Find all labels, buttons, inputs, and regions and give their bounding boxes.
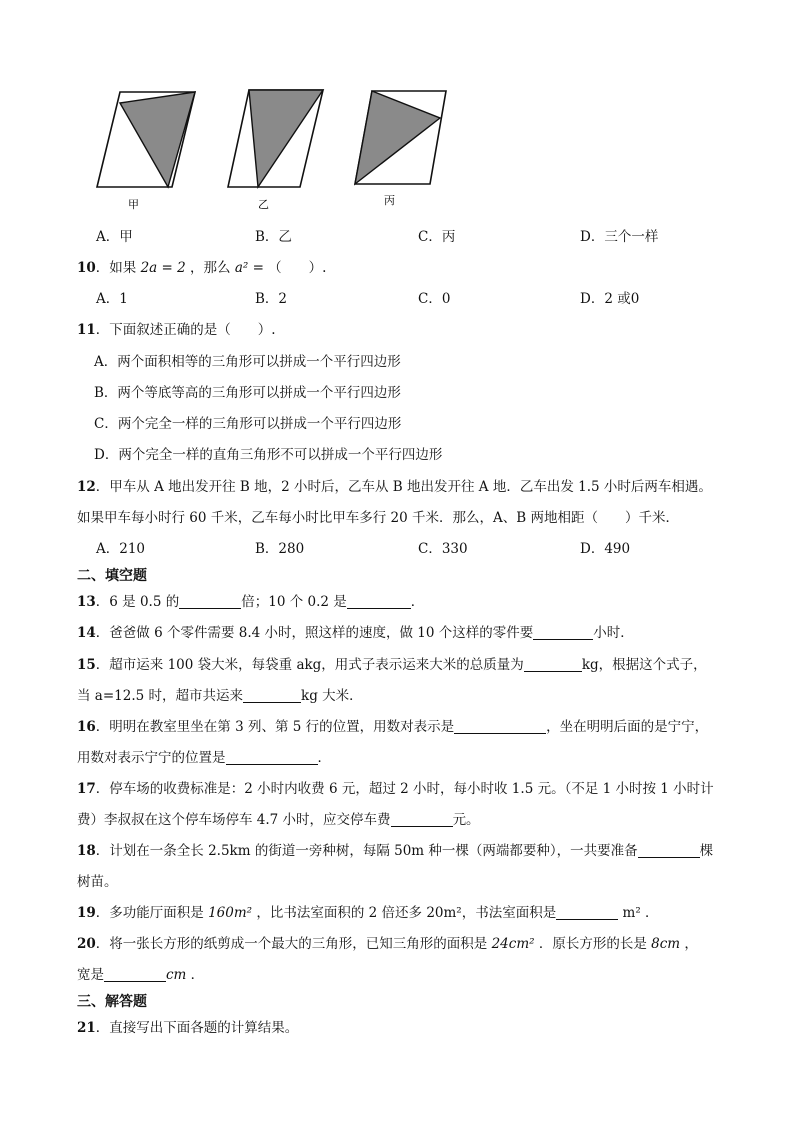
q11-number: 11 <box>77 322 96 338</box>
q15-question-line2: 当 a=12.5 时，超市共运来 kg 大米． <box>77 688 363 704</box>
q14-blank[interactable] <box>533 625 593 640</box>
q18-question-line2: 树苗。 <box>77 874 118 890</box>
q10-option-c[interactable]: C．0 <box>418 291 451 307</box>
q11-option-c[interactable]: C．两个完全一样的三角形可以拼成一个平行四边形 <box>94 416 402 432</box>
q16-question-line1: 16．明明在教室里坐在第 3 列、第 5 行的位置，用数对表示是 ，坐在明明后面的是宁宁， <box>77 719 709 735</box>
q12-option-a[interactable]: A．210 <box>96 541 146 557</box>
q13-question: 13．6 是 0.5 的 倍；10 个 0.2 是 ． <box>77 594 425 610</box>
q18-blank[interactable] <box>638 843 700 858</box>
q16-blank-2[interactable] <box>226 750 318 765</box>
q20-math-1: 24cm² <box>491 936 535 952</box>
figure-label-yi: 乙 <box>258 198 269 211</box>
q19-math: 160m² <box>208 905 253 921</box>
q21-number: 21 <box>77 1020 96 1036</box>
q10-option-a[interactable]: A．1 <box>96 291 128 307</box>
q12-number: 12 <box>77 479 96 495</box>
q10-math-1: 2a = 2 <box>140 260 186 276</box>
q19-number: 19 <box>77 905 96 921</box>
figure-label-bing: 丙 <box>384 194 395 207</box>
q12-option-d[interactable]: D．490 <box>580 541 631 557</box>
q20-math-3: cm <box>166 967 187 983</box>
section-heading-solve: 三、解答题 <box>77 994 147 1010</box>
q13-blank-1[interactable] <box>179 594 241 609</box>
q15-blank-1[interactable] <box>524 657 582 672</box>
q20-number: 20 <box>77 936 96 952</box>
q15-blank-2[interactable] <box>243 688 301 703</box>
q11-option-b[interactable]: B．两个等底等高的三角形可以拼成一个平行四边形 <box>94 385 401 401</box>
q20-question-line1: 20．将一张长方形的纸剪成一个最大的三角形，已知三角形的面积是 24cm² ．原长方形的长是 8cm ， <box>77 936 698 952</box>
q16-question-line2: 用数对表示宁宁的位置是 ． <box>77 750 331 766</box>
q10-option-d[interactable]: D．2 或0 <box>580 291 640 307</box>
q20-blank[interactable] <box>104 967 166 982</box>
q10-math-2: a² = <box>234 260 264 276</box>
section-heading-fill-in: 二、填空题 <box>77 568 147 584</box>
q12-option-c[interactable]: C．330 <box>418 541 468 557</box>
q18-question-line1: 18．计划在一条全长 2.5km 的街道一旁种树，每隔 50m 种一棵（两端都要种），一共要准备 棵 <box>77 843 714 859</box>
q20-math-2: 8cm <box>651 936 681 952</box>
q17-question-line1: 17．停车场的收费标准是：2 小时内收费 6 元，超过 2 小时，每小时收 1.5 元。（不足 1 小时按 1 小时计 <box>77 781 714 797</box>
figure-label-jia: 甲 <box>128 198 139 211</box>
q11-question: 11．下面叙述正确的是（ ）. <box>77 322 276 338</box>
q13-number: 13 <box>77 594 96 610</box>
q15-question-line1: 15．超市运来 100 袋大米，每袋重 akg，用式子表示运来大米的总质量为 kg，根据这个式子， <box>77 657 707 673</box>
q11-option-a[interactable]: A．两个面积相等的三角形可以拼成一个平行四边形 <box>94 354 401 370</box>
figure-bing <box>355 91 446 207</box>
q13-blank-2[interactable] <box>347 594 411 609</box>
q17-number: 17 <box>77 781 96 797</box>
q10-number: 10 <box>77 260 96 276</box>
q15-number: 15 <box>77 657 96 673</box>
q16-blank-1[interactable] <box>454 719 546 734</box>
q18-number: 18 <box>77 843 96 859</box>
q21-question: 21．直接写出下面各题的计算结果。 <box>77 1020 299 1036</box>
q12-option-b[interactable]: B．280 <box>255 541 305 557</box>
q17-blank[interactable] <box>391 812 453 827</box>
q9-option-a[interactable]: A．甲 <box>96 229 133 245</box>
q19-blank[interactable] <box>556 905 618 920</box>
q12-question-line2: 如果甲车每小时行 60 千米，乙车每小时比甲车多行 20 千米．那么，A、B 两地相距（ ）千米． <box>77 510 679 526</box>
q9-option-b[interactable]: B．乙 <box>255 229 292 245</box>
q19-question: 19．多功能厅面积是 160m² ，比书法室面积的 2 倍还多 20m²，书法室面积是 m² ． <box>77 905 659 921</box>
q14-number: 14 <box>77 625 96 641</box>
figure-yi <box>228 90 323 211</box>
q9-option-c[interactable]: C．丙 <box>418 229 456 245</box>
q17-question-line2: 费）李叔叔在这个停车场停车 4.7 小时，应交停车费 元。 <box>77 812 480 828</box>
q12-question-line1: 12．甲车从 A 地出发开往 B 地，2 小时后，乙车从 B 地出发开往 A 地．乙车出发 1.5 小时后两车相遇。 <box>77 479 712 495</box>
q10-question: 10．如果 2a = 2 ，那么 a² = （ ）. <box>77 260 327 276</box>
q11-option-d[interactable]: D．两个完全一样的直角三角形不可以拼成一个平行四边形 <box>94 447 443 463</box>
figure-jia <box>97 92 195 211</box>
q20-question-line2: 宽是 cm ． <box>77 967 205 983</box>
q14-question: 14．爸爸做 6 个零件需要 8.4 小时，照这样的速度，做 10 个这样的零件要 小时． <box>77 625 634 641</box>
parallelogram-figures <box>0 0 794 220</box>
q16-number: 16 <box>77 719 96 735</box>
q10-option-b[interactable]: B．2 <box>255 291 288 307</box>
q9-option-d[interactable]: D．三个一样 <box>580 229 659 245</box>
